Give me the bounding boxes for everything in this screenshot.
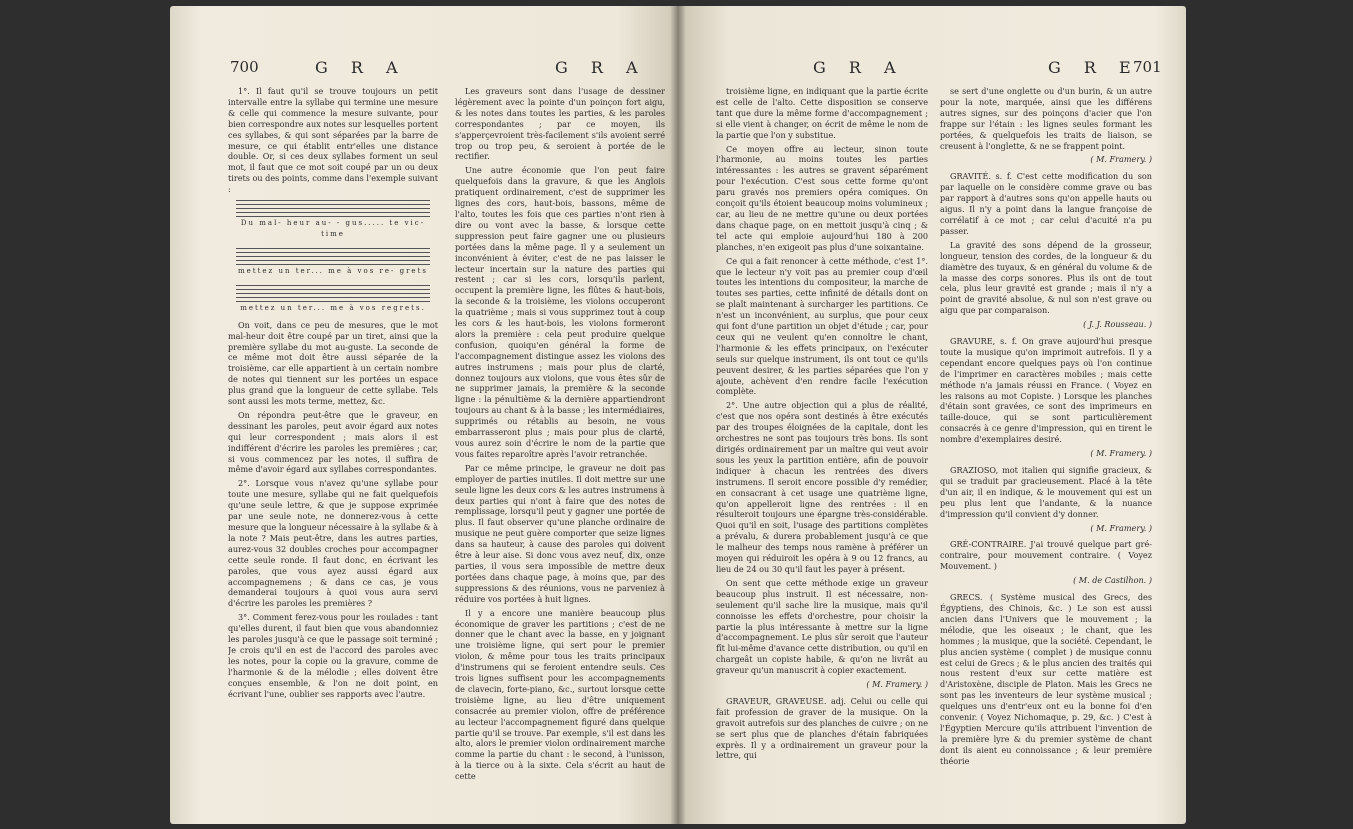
- running-head-right-col1: G R A: [813, 58, 905, 77]
- score-lyric: mettez un ter... me à vos re- grets: [238, 266, 428, 275]
- left-running-head: [170, 58, 678, 82]
- paragraph: Ce qui a fait renoncer à cette méthode, c'est 1°. que le lecteur n'y voit pas au premier coup d'œil toutes les intentions du compositeur, la marche de toutes ses parties, cette infinité de détails dont on se plaît maintenant à surcharger les partitions. Ce n'est un inconvénient, au surplus, que pour ceux qui font d'une partition un objet d'étude ; car, pour ceux qui ne veulent qu'en connoître le chant, l'harmonie & les effets principaux, on l'exécuter seuls sur quelque instrument, ils ont tout ce qu'ils peuvent desirer, & les parties séparées que l'on y ajoute, achèvent d'en rendre facile l'exécution complète.: [716, 255, 928, 397]
- author-signature: ( M. Framery. ): [866, 679, 928, 690]
- music-staff: [236, 198, 430, 218]
- running-head-left-col2: G R A: [555, 58, 647, 77]
- right-page: [678, 6, 1186, 824]
- paragraph: troisième ligne, en indiquant que la partie écrite est celle de l'alto. Cette disposition se conserve tant que dure la même forme d'accompagnement ; si elle vient à changer, on écrit de même le nom de la partie que l'on y substitue.: [716, 86, 928, 140]
- paragraph: On voit, dans ce peu de mesures, que le mot mal-heur doit être coupé par un tiret, ainsi que la première syllabe du mot au-guste. La seconde de ce même mot doit être aussi séparée de la troisième, car elle appartient à un certain nombre de notes qui tiennent sur les portées un espace plus grand que la longueur de cette syllabe. Tels sont aussi les mots terme, mettez, &c.: [228, 319, 438, 407]
- author-signature: ( M. Framery. ): [1090, 448, 1152, 459]
- paragraph: GRAVEUR, GRAVEUSE. adj. Celui ou celle qui fait profession de graver de la musique. On la gravoit autrefois sur des planches de cuivre ; on ne se sert plus que de planches d'étain fabriquées exprès. Il y a ordinairement un graveur pour la lettre, qui: [716, 695, 928, 761]
- paragraph: 2°. Une autre objection qui a plus de réalité, c'est que nos opéra sont destinés à être exécutés par des troupes éloignées de la capitale, dont les orchestres ne sont pas toujours très bons. Ils sont dirigés ordinairement par un maître qui veut avoir sous les yeux la partition entière, afin de pouvoir indiquer à chacun les rentrées des divers instrumens. Il seroit encore possible d'y remédier, en consacrant à cet usage une quatrième ligne, qu'on appelleroit ligne des rentrées : il en résulteroit toujours une épargne très-considérable. Quoi qu'il en soit, l'usage des partitions complètes a prévalu, & durera probablement jusqu'à ce que le malheur des temps nous ramène à préférer un moyen qui réduiroit les opéra à 9 ou 12 francs, au lieu de 24 ou 30 qu'il faut les payer à présent.: [716, 400, 928, 574]
- paragraph: GRAZIOSO, mot italien qui signifie gracieux, & qui se traduit par gracieusement. Placé à la tête d'un air, il en indique, & le mouvement qui est un peu plus lent que l'andante, & la nuance d'impression qu'il convient d'y donner.: [940, 465, 1152, 519]
- author-signature: ( J. J. Rousseau. ): [1083, 319, 1152, 330]
- score-lyric: mettez un ter... me à vos regrets.: [240, 303, 426, 312]
- running-head-right-col2: G R E: [1048, 58, 1140, 77]
- right-column-1: [716, 86, 928, 764]
- right-column-2: [940, 86, 1152, 770]
- paragraph: Une autre économie que l'on peut faire quelquefois dans la gravure, & que les Anglois pratiquent ordinairement, c'est de supprimer les lignes des cors, haut-bois, bassons, même de l'alto, toutes les fois que ces parties n'ont rien à dire ou vont avec la basse, & lorsque cette suppression peut faire gagner une ou plusieurs portées dans la même page. Il y a seulement un inconvénient à éviter, c'est de ne pas laisser le lecteur incertain sur la nature des parties qui restent ; car si les cors, lorsqu'ils parlent, occupent la première ligne, les flûtes & haut-bois, la seconde & la troisième, les violons occuperont la quatrième ; mais si vous supprimez tout à coup les cors & les haut-bois, les violons formeront alors la première : cela peut produire quelque confusion, quoiqu'en général la forme de l'accompagnement distingue assez les violons des autres instrumens ; mais pour plus de clarté, donnez toujours aux violons, que vous êtes sûr de ne supprimer jamais, la première & la seconde ligne : la pénultième & la dernière appartiendront toujours au chant & à la basse ; les intermédiaires, supprimés ou rétablis au besoin, ne vous embarrasseront plus ; mais pour plus de clarté, vous aurez soin d'écrire le nom de la partie que vous faites reparoître après l'avoir retranchée.: [455, 165, 665, 459]
- right-running-head: [678, 58, 1186, 82]
- left-column-2: [455, 86, 665, 785]
- paragraph: Il y a encore une manière beaucoup plus économique de graver les partitions ; c'est de ne donner que le chant avec la basse, en y joignant une troisième ligne, qui sert pour le premier violon, & même pour tous les traits principaux d'instrumens qui se feroient entendre seuls. Ces trois lignes suffisent pour les accompagnements de clavecin, forte-piano, &c., surtout lorsque cette troisième ligne, au lieu d'être uniquement consacrée au premier violon, offre de préférence au lecteur l'accompagnement figuré dans quelque partie qu'il se trouve. Par exemple, s'il est dans les alto, alors le premier violon ordinairement marche comme la partie du chant : le second, à l'unisson, à la tierce ou à la sixte. Cela s'écrit au haut de cette: [455, 607, 665, 782]
- author-signature: ( M. Framery. ): [1090, 522, 1152, 533]
- paragraph: GRECS. ( Système musical des Grecs, des Égyptiens, des Chinois, &c. ) Le son est aussi ancien dans l'Univers que le mouvement ; la mélodie, que les oiseaux ; le chant, que les hommes ; la musique, que la société. Cependant, le plus ancien système ( complet ) de musique connu est celui de Grecs ; & le plus ancien des traités qui nous restent d'eux sur cette matière est d'Aristoxène, disciple de Platon. Mais les Grecs ne sont pas les inventeurs de leur système musical ; quelques uns d'entr'eux ont eu la bonne foi d'en convenir. ( Voyez Nichomaque, p. 29, &c. ) C'est à l'Égyptien Mercure qu'ils attribuent l'invention de la première lyre & du premier système de chant dont ils aient eu connoissance ; & leur première théorie: [940, 592, 1152, 766]
- page-number-right: 701: [1133, 58, 1162, 76]
- paragraph: On sent que cette méthode exige un graveur beaucoup plus instruit. Il est nécessaire, non-seulement qu'il sache lire la musique, mais qu'il connoisse les effets d'orchestre, pour choisir la partie la plus intéressante à mettre sur la ligne d'accompagnement. Le plus sûr seroit que l'auteur fît lui-même d'avance cette distribution, ou qu'il en chargeât un copiste habile, & qu'on ne livrât au graveur qu'un manuscrit à copier exactement.: [716, 577, 928, 676]
- score-lyric: Du mal- heur au- - gus..... te vic- time: [240, 219, 426, 238]
- author-signature: ( M. Framery. ): [1090, 154, 1152, 165]
- paragraph: GRÉ-CONTRAIRE. J'ai trouvé quelque part gré-contraire, pour mouvement contraire. ( Voyez Mouvement. ): [940, 539, 1152, 572]
- paragraph: Par ce même principe, le graveur ne doit pas employer de parties inutiles. Il doit mettre sur une seule ligne les deux cors & les autres instrumens à deux parties qui n'ont à faire que des notes de remplissage, lorsqu'il peut y gagner une portée de plus. Il faut observer qu'une planche ordinaire de musique ne peut guère comporter que seize lignes dans sa hauteur, à cause des paroles qui doivent être à leur aise. Si donc vous avez neuf, dix, onze parties, il vous sera impossible de mettre deux portées dans chaque page, à moins que, par des suppressions & des réunions, vous ne parveniez à réduire vos portées à huit lignes.: [455, 462, 665, 604]
- left-page: [170, 6, 678, 824]
- paragraph: 3°. Comment ferez-vous pour les roulades : tant qu'elles durent, il faut bien que vous abandonniez les paroles jusqu'à ce que le passage soit terminé ; Je crois qu'il en est de l'accord des paroles avec les notes, pour la copie ou la gravure, comme de l'harmonie & de la mélodie ; elles doivent être conçues ensemble, & l'on ne doit point, en écrivant l'une, oublier ses rapports avec l'autre.: [228, 612, 438, 699]
- paragraph: Les graveurs sont dans l'usage de dessiner légèrement avec la pointe d'un poinçon fort aigu, & les notes dans toutes les parties, & les paroles correspondantes ; par ce moyen, ils s'apperçevroient très-facilement s'ils avoient serré trop ou trop peu, & seroient à portée de le rectifier.: [455, 86, 665, 162]
- music-staff: [236, 283, 430, 303]
- left-column-1: [228, 86, 438, 703]
- open-book: [170, 6, 1186, 824]
- paragraph: La gravité des sons dépend de la grosseur, longueur, tension des cordes, de la longueur & du diamètre des tuyaux, & en général du volume & de la masse des corps sonores. Plus ils ont de tout cela, plus leur gravité est grande ; mais il n'y a point de gravité absolue, & nul son n'est grave ou aigu que par comparaison.: [940, 239, 1152, 316]
- page-number-left: 700: [230, 58, 259, 76]
- paragraph: 2°. Lorsque vous n'avez qu'une syllabe pour toute une mesure, syllabe qui ne fait quelquefois qu'une seule lettre, & que je suppose exprimée par une seule note, ne donnerez-vous à cette mesure que la longueur nécessaire à la syllabe & à la note ? Mais peut-être, dans les autres parties, aurez-vous 32 doubles croches pour accompagner cette seule ronde. Il faut donc, en écrivant les paroles, que vous ayez aussi égard aux accompagnemens ; & dans ce cas, je vous demanderai toujours à quoi vous aura servi d'écrire les paroles les premières ?: [228, 478, 438, 609]
- paragraph: Ce moyen offre au lecteur, sinon toute l'harmonie, au moins toutes les parties intéressantes : les autres se gravent séparément pour l'exécution. C'est sous cette forme qu'ont paru gravés nos premiers opéra comiques. On conçoit qu'ils étoient beaucoup moins volumineux ; car, au lieu de ne mettre qu'une ou deux portées dans chaque page, on en mettoit jusqu'à cinq ; & tel acte qui emploie aujourd'hui 180 à 200 planches, n'en exigeoit pas plus d'une soixantaine.: [716, 143, 928, 252]
- music-staff: [236, 246, 430, 266]
- music-score-example: [228, 198, 438, 314]
- paragraph: On répondra peut-être que le graveur, en dessinant les paroles, peut avoir égard aux notes qui leur correspondent ; mais alors il est indifférent d'écrire les paroles les premières ; car, si vous commencez par les notes, il suffira de même d'avoir égard aux syllabes correspondantes.: [228, 409, 438, 475]
- paragraph: GRAVITÉ. s. f. C'est cette modification du son par laquelle on le considère comme grave ou bas par rapport à d'autres sons qu'on appelle hauts ou aigus. Il n'y a point dans la langue françoise de corrélatif à ce mot ; car celui d'acuité n'a pu passer.: [940, 171, 1152, 236]
- paragraph: 1°. Il faut qu'il se trouve toujours un petit intervalle entre la syllabe qui termine une mesure & celle qui commence la mesure suivante, pour bien correspondre aux notes sur lesquelles portent ces syllabes, & qui sont séparées par la barre de mesure, ce qui établit entr'elles une distance double. Or, si ces deux syllabes forment un seul mot, il faut que ce mot soit coupé par un ou deux tirets ou des points, comme dans l'exemple suivant :: [228, 86, 438, 195]
- author-signature: ( M. de Castilhon. ): [1073, 575, 1152, 586]
- running-head-left-col1: G R A: [315, 58, 407, 77]
- paragraph: GRAVURE, s. f. On grave aujourd'hui presque toute la musique qu'on imprimoit autrefois. Il y a cependant encore quelques pays où l'on continue de l'imprimer en caractères mobiles ; mais cette méthode n'a jamais réussi en France. ( Voyez en les raisons au mot Copiste. ) Lorsque les planches d'étain sont gravées, ce sont des imprimeurs en taille-douce, qui se sont particulièrement consacrés à ce genre d'impression, qui en tirent le nombre d'exemplaires desiré.: [940, 336, 1152, 445]
- paragraph: se sert d'une onglette ou d'un burin, & un autre pour la note, marquée, ainsi que les différens autres signes, sur des poinçons d'acier que l'on frappe sur l'étain : les lignes seules formant les portées, & quelquefois les traits de liaison, se creusent à l'onglette, & ne se frappent point.: [940, 86, 1152, 151]
- book-gutter: [670, 6, 686, 824]
